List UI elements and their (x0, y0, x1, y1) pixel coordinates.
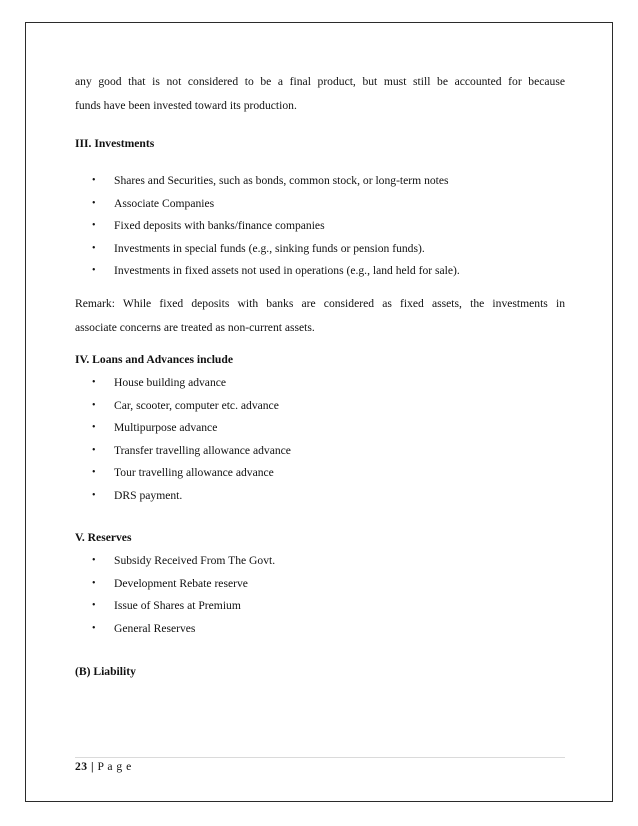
remark-paragraph (75, 292, 565, 340)
liability-section (75, 662, 565, 682)
liability-heading: (B) Liability (75, 665, 136, 678)
bullet-icon: • (92, 577, 96, 589)
list-item: • General Reserves (75, 618, 565, 641)
intro-paragraph (75, 70, 565, 118)
bullet-icon: • (92, 399, 96, 411)
page-label: P a g e (97, 760, 132, 773)
bullet-icon: • (92, 600, 96, 611)
bullet-icon: • (92, 377, 96, 388)
list-item: • Transfer travelling allowance advance (75, 440, 565, 463)
list-item: • Tour travelling allowance advance (75, 462, 565, 485)
investments-section (75, 134, 565, 283)
list-item: • Investments in special funds (e.g., sinking funds or pension funds). (75, 238, 565, 261)
bullet-icon: • (92, 467, 96, 478)
list-item: • Fixed deposits with banks/finance companies (75, 215, 565, 238)
list-item: • Development Rebate reserve (75, 573, 565, 596)
loans-list (75, 372, 565, 507)
loans-section (75, 350, 565, 507)
page-footer (75, 760, 132, 773)
intro-line-1: any good that is not considered to be a final product, but must still be accounted for because (75, 75, 565, 88)
bullet-icon: • (92, 242, 96, 254)
bullet-icon: • (92, 555, 96, 566)
remark-line-1: Remark: While fixed deposits with banks are considered as fixed assets, the investments in (75, 297, 565, 310)
list-item: • Multipurpose advance (75, 417, 565, 440)
reserves-section (75, 528, 565, 640)
remark-line-2: associate concerns are treated as non-current assets. (75, 321, 315, 334)
list-item: • Car, scooter, computer etc. advance (75, 395, 565, 418)
list-item: • Associate Companies (75, 193, 565, 216)
reserves-list (75, 550, 565, 640)
investments-list (75, 170, 565, 283)
bullet-icon: • (92, 265, 96, 276)
investments-heading: III. Investments (75, 137, 155, 150)
bullet-icon: • (92, 489, 96, 501)
bullet-icon: • (92, 197, 96, 209)
reserves-heading: V. Reserves (75, 531, 132, 544)
footer-separator: | (91, 760, 95, 773)
intro-line-2: funds have been invested toward its production. (75, 99, 297, 112)
bullet-icon: • (92, 175, 96, 186)
bullet-icon: • (92, 444, 96, 456)
bullet-icon: • (92, 422, 96, 433)
footer-divider (75, 757, 565, 758)
list-item: • Subsidy Received From The Govt. (75, 550, 565, 573)
page-number: 23 (75, 760, 88, 773)
list-item: • Shares and Securities, such as bonds, common stock, or long-term notes (75, 170, 565, 193)
list-item: • Investments in fixed assets not used in operations (e.g., land held for sale). (75, 260, 565, 283)
bullet-icon: • (92, 220, 96, 231)
list-item: • Issue of Shares at Premium (75, 595, 565, 618)
bullet-icon: • (92, 622, 96, 634)
list-item: • House building advance (75, 372, 565, 395)
loans-heading: IV. Loans and Advances include (75, 353, 233, 366)
list-item: • DRS payment. (75, 485, 565, 508)
